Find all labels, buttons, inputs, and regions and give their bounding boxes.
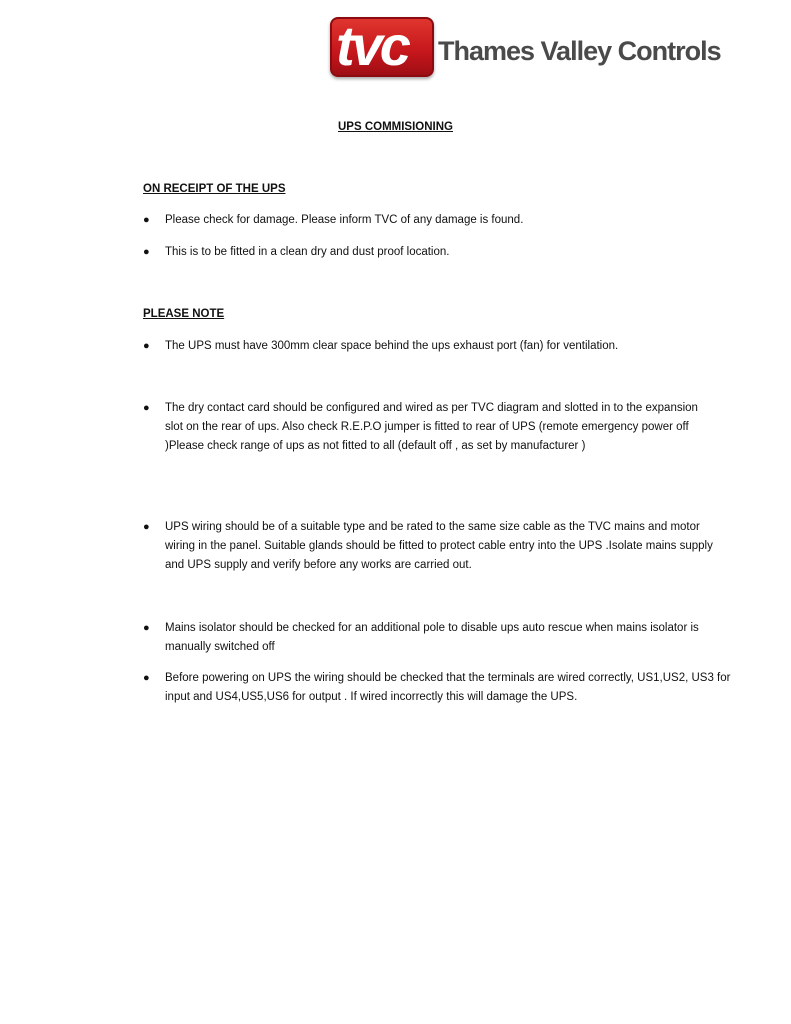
document-title: UPS COMMISIONING bbox=[337, 121, 453, 133]
list-item-text: Mains isolator should be checked for an additional pole to disable ups auto rescue when mains isolator is manually switched off bbox=[165, 622, 699, 653]
section-heading-note: PLEASE NOTE bbox=[143, 308, 225, 320]
list-item bbox=[143, 211, 733, 230]
list-item-text: The dry contact card should be configured and wired as per TVC diagram and slotted in to the expansion slot on the rear of ups. Also check R.E.P.O jumper is fitted to rear of UPS (remote emergency power off )Please check range of ups as not fitted to all (default off , as set by manufacturer ) bbox=[165, 402, 698, 452]
list-item bbox=[143, 399, 703, 456]
section-heading-receipt: ON RECEIPT OF THE UPS bbox=[143, 183, 286, 195]
list-item bbox=[143, 669, 733, 707]
list-item-text: The UPS must have 300mm clear space behind the ups exhaust port (fan) for ventilation. bbox=[165, 340, 619, 352]
bullet-icon: ● bbox=[143, 214, 150, 226]
logo-badge bbox=[330, 17, 434, 77]
bullet-icon: ● bbox=[143, 622, 150, 634]
list-item bbox=[143, 518, 723, 575]
list-item-text: Please check for damage. Please inform TVC of any damage is found. bbox=[165, 214, 524, 226]
company-logo bbox=[330, 14, 720, 80]
bullet-icon: ● bbox=[143, 246, 150, 258]
bullet-icon: ● bbox=[143, 521, 150, 533]
list-item-text: This is to be fitted in a clean dry and dust proof location. bbox=[165, 246, 450, 258]
bullet-icon: ● bbox=[143, 672, 150, 684]
list-item bbox=[143, 243, 733, 262]
list-item bbox=[143, 619, 703, 657]
company-name: Thames Valley Controls bbox=[438, 36, 721, 66]
bullet-icon: ● bbox=[143, 340, 150, 352]
list-item-text: UPS wiring should be of a suitable type and be rated to the same size cable as the TVC mains and motor wiring in the panel. Suitable glands should be fitted to protect cable entry into the UPS .Isolate mains supply and UPS supply and verify before any works are carried out. bbox=[165, 521, 713, 571]
logo-mark-text: tvc bbox=[336, 17, 408, 77]
list-item bbox=[143, 337, 733, 356]
list-item-text: Before powering on UPS the wiring should be checked that the terminals are wired correctly, US1,US2, US3 for input and US4,US5,US6 for output . If wired incorrectly this will damage the UPS. bbox=[165, 672, 731, 703]
bullet-icon: ● bbox=[143, 402, 150, 414]
